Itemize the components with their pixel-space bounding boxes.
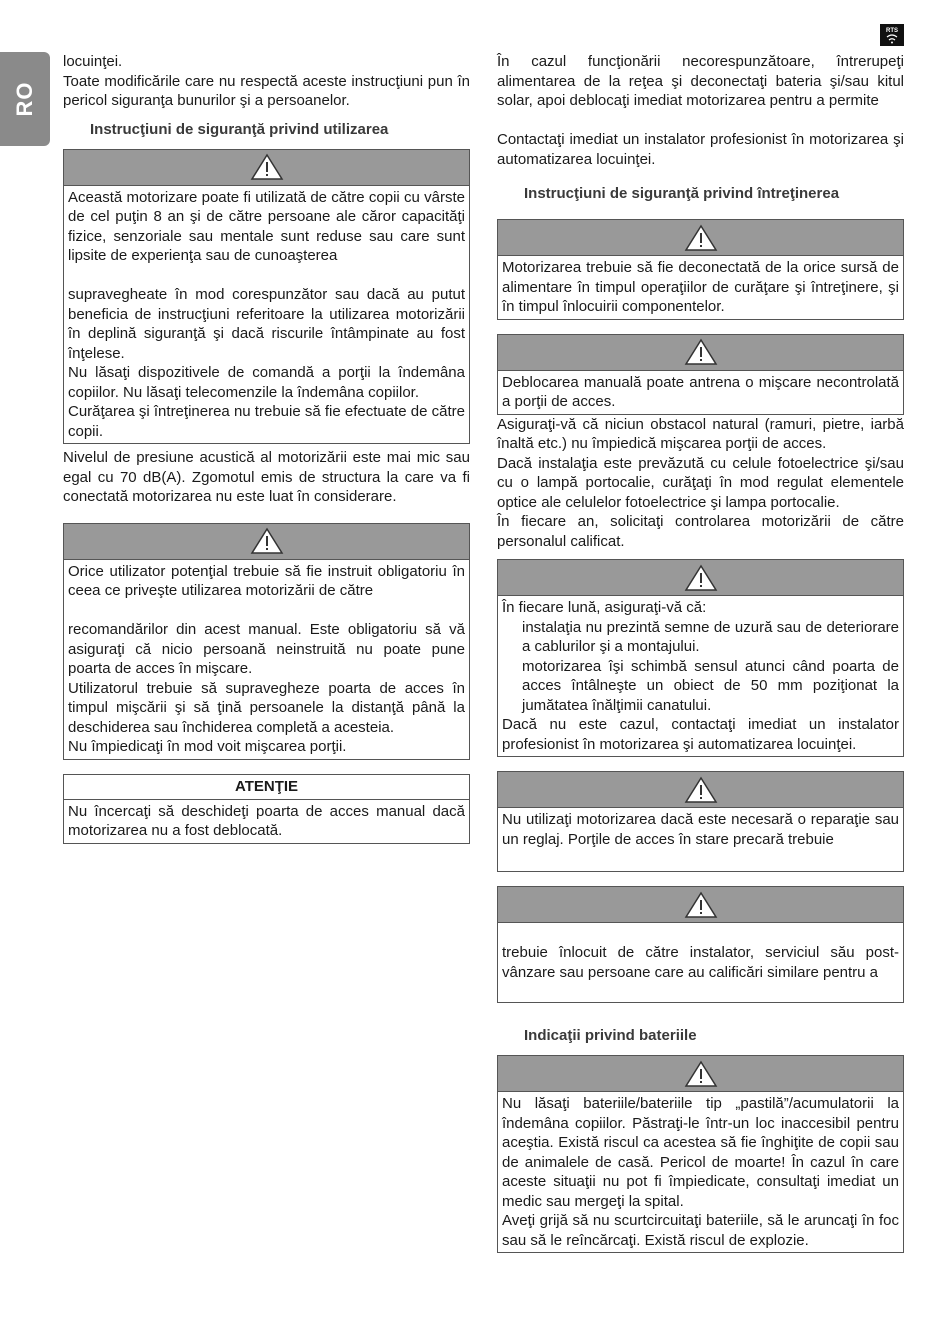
rts-logo-icon: [880, 24, 904, 46]
intro-line-1: locuinţei.: [63, 53, 123, 70]
section-title-maintenance: Instrucţiuni de siguranţă privind întreţinerea: [524, 185, 840, 203]
box-paragraph: Nu împiedicaţi în mod voit mişcarea porţii.: [68, 738, 347, 755]
annual-check-paragraph: În fiecare an, solicitaţi controlarea motorizării de către personalul calificat.: [497, 513, 904, 550]
box-paragraph: Deblocarea manuală poate antrena o mişcare necontrolată a porţii de acces.: [502, 373, 899, 410]
list-item: instalaţia nu prezintă semne de uzură sau de deteriorare a cablurilor şi a montajului.: [522, 618, 899, 655]
warning-box-replacement: [497, 886, 904, 1003]
box-paragraph: Nu lăsaţi dispozitivele de comandă a porţii la îndemâna copiilor. Nu lăsaţi telecomenzile la îndemâna copiilor.: [68, 364, 465, 401]
intro-line-2: Toate modificările care nu respectă aceste instrucţiuni pun în pericol siguranţa bunurilor şi a persoanelor.: [63, 72, 470, 109]
box-paragraph: În fiecare lună, asiguraţi-vă că:: [502, 599, 707, 616]
right-column: [497, 52, 904, 1267]
warning-triangle-icon: [684, 891, 718, 919]
warning-box-header: [498, 220, 903, 256]
warning-box-header: [498, 887, 903, 923]
warning-box-header: [498, 772, 903, 808]
list-item: motorizarea îşi schimbă sensul atunci când poarta de acces întâlneşte un obiect de 50 mm poziţionat la jumătatea înălţimii canatului.: [522, 657, 899, 714]
svg-text:RTS: RTS: [886, 28, 898, 34]
left-column: [63, 52, 470, 858]
malfunction-paragraph: În cazul funcţionării necorespunzătoare, întrerupeţi alimentarea de la reţea şi deconectaţi bateria şi/sau kitul solar, apoi deblocaţi imediat motorizarea pentru a permite: [497, 53, 904, 109]
warning-box-header: [498, 1056, 903, 1092]
box-paragraph: Nu lăsaţi bateriile/bateriile tip „pastilă”/acumulatorii la îndemâna copiilor. Păstraţi-le într-un loc inaccesibil pentru aceştia. Există riscul ca acestea să fie înghiţite de copii sau de animalele de casă. Pericol de moarte! În cazul în care aceste situaţii nu pot fi împiedicate, consultaţi imediat un medic sau mergeţi la spital.: [502, 1095, 899, 1210]
warning-box-repair: [497, 771, 904, 872]
warning-triangle-icon: [684, 1060, 718, 1088]
box-paragraph: recomandărilor din acest manual. Este obligatoriu să vă asiguraţi că nicio persoană neinstruită nu poate pune poarta de acces în mişcare.: [68, 621, 465, 677]
section-title-batteries: Indicaţii privind bateriile: [524, 1027, 697, 1045]
box-paragraph: Orice utilizator potenţial trebuie să fie instruit obligatoriu în ceea ce priveşte utilizarea motorizării de către: [68, 562, 465, 599]
warning-triangle-icon: [684, 224, 718, 252]
warning-box-header: [64, 524, 469, 560]
warning-box-disconnect: [497, 219, 904, 320]
section-title-usage: Instrucţiuni de siguranţă privind utilizarea: [90, 120, 389, 138]
obstacle-paragraph: Asiguraţi-vă că niciun obstacol natural (ramuri, pietre, iarbă înaltă etc.) nu împiedică mişcarea porţii de acces.: [497, 415, 904, 452]
warning-box-users: [63, 523, 470, 760]
box-paragraph: Această motorizare poate fi utilizată de către copii cu vârste de cel puţin 8 an şi de către persoane ale căror capacităţi fizice, senzoriale sau mentale sunt reduse sau care sunt lipsite de experienţa sau de cunoaşterea: [68, 188, 465, 264]
warning-box-children: [63, 149, 470, 445]
box-paragraph: trebuie înlocuit de către instalator, serviciul său post-vânzare sau persoane care au calificări similare pentru a: [502, 944, 899, 981]
warning-box-batteries: [497, 1055, 904, 1253]
box-paragraph: Dacă nu este cazul, contactaţi imediat un instalator profesionist în motorizarea şi automatizarea locuinţei.: [502, 716, 899, 753]
warning-box-header: [498, 560, 903, 596]
box-paragraph: Nu utilizaţi motorizarea dacă este necesară o reparaţie sau un reglaj. Porţile de acces în stare precară trebuie: [502, 811, 899, 848]
warning-box-header: [64, 150, 469, 186]
box-paragraph: Aveţi grijă să nu scurtcircuitaţi bateriile, să le aruncaţi în foc sau să le reîncărcaţi. Există riscul de explozie.: [502, 1212, 899, 1249]
contact-paragraph: Contactaţi imediat un instalator profesionist în motorizarea şi automatizarea locuinţei.: [497, 131, 904, 168]
photocell-paragraph: Dacă instalaţia este prevăzută cu celule fotoelectrice şi/sau cu o lampă portocalie, curăţaţi în mod regulat elementele optice ale celulelor fotoelectrice şi lampa portocalie.: [497, 454, 904, 511]
language-tab: [0, 52, 50, 146]
noise-level-paragraph: Nivelul de presiune acustică al motorizării este mai mic sau egal cu 70 dB(A). Zgomotul emis de structura la care va fi conectată motorizarea nu este luat în considerare.: [63, 449, 470, 505]
warning-triangle-icon: [250, 527, 284, 555]
box-paragraph: Utilizatorul trebuie să supravegheze poarta de acces în timpul mişcării şi să ţină persoanele la distanţă până la deschiderea sau închiderea completă a acesteia.: [68, 679, 465, 736]
attention-title: ATENŢIE: [64, 775, 469, 800]
attention-box: [63, 774, 470, 844]
warning-triangle-icon: [684, 776, 718, 804]
language-code: RO: [12, 81, 37, 117]
box-paragraph: supravegheate în mod corespunzător sau dacă au putut beneficia de instrucţiuni referitoare la utilizarea motorizării în deplină siguranţă şi dacă riscurile întâmpinate au fost înţelese.: [68, 286, 465, 362]
warning-box-header: [498, 335, 903, 371]
warning-triangle-icon: [684, 564, 718, 592]
warning-triangle-icon: [684, 338, 718, 366]
box-paragraph: Nu încercaţi să deschideţi poarta de acces manual dacă motorizarea nu a fost deblocată.: [68, 802, 465, 839]
box-paragraph: Motorizarea trebuie să fie deconectată de la orice sursă de alimentare în timpul operaţiilor de curăţare şi întreţinere, şi în timpul înlocuirii componentelor.: [502, 259, 899, 315]
warning-box-monthly-check: [497, 559, 904, 757]
warning-box-manual-release: [497, 334, 904, 415]
warning-triangle-icon: [250, 153, 284, 181]
box-paragraph: Curăţarea şi întreţinerea nu trebuie să fie efectuate de către copii.: [68, 403, 465, 440]
